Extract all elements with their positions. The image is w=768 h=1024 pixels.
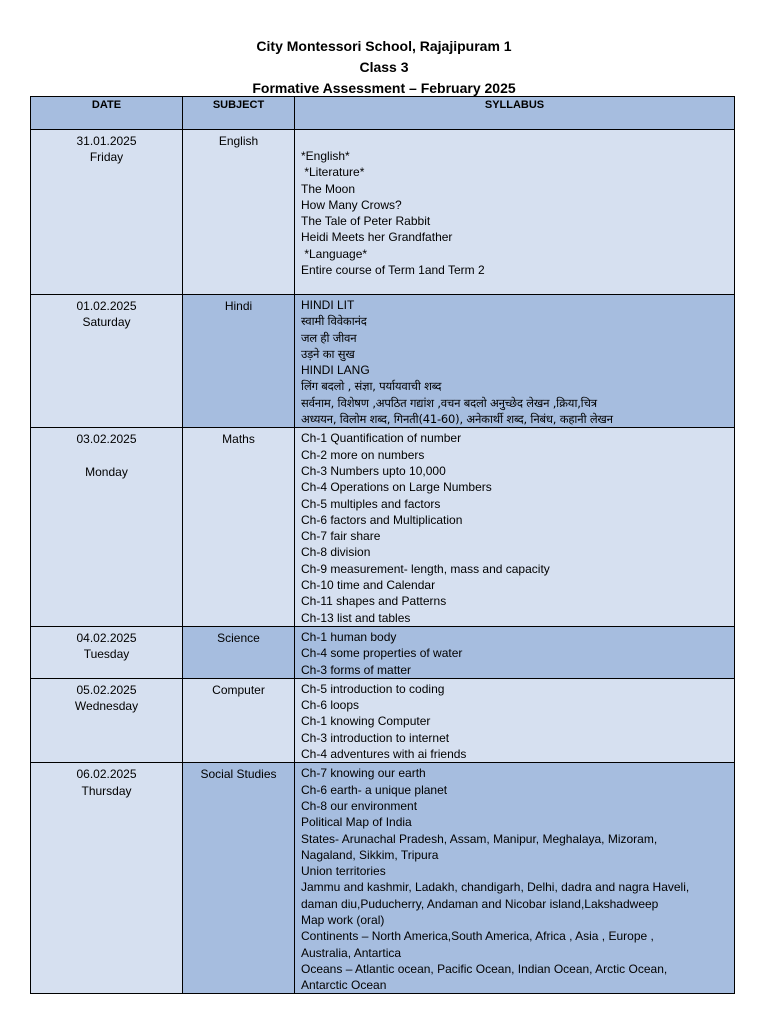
syllabus-line: Political Map of India <box>301 815 412 830</box>
day-text: Monday <box>85 464 128 479</box>
syllabus-line: HINDI LANG <box>301 363 370 378</box>
subject-cell: English <box>183 130 295 295</box>
syllabus-line: Continents – North America,South America, Africa , Asia , Europe , <box>301 929 654 944</box>
syllabus-line: Ch-6 loops <box>301 698 360 713</box>
syllabus-line: अध्ययन, विलोम शब्द, गिनती(41-60), अनेकार्थी शब्द, निबंध, कहानी लेखन <box>301 412 613 427</box>
syllabus-line: Ch-7 knowing our earth <box>301 766 426 781</box>
document-header <box>0 36 768 99</box>
syllabus-line: सर्वनाम, विशेषण ,अपठित गद्यांश ,वचन बदलो अनुच्छेद लेखन ,क्रिया,चित्र <box>301 395 597 410</box>
table-row <box>31 295 735 428</box>
syllabus-line: लिंग बदलो , संज्ञा, पर्यायवाची शब्द <box>301 379 442 394</box>
syllabus-line: The Moon <box>301 181 356 196</box>
syllabus-line: Ch-4 adventures with ai friends <box>301 747 467 762</box>
date-cell <box>31 295 183 428</box>
table-row <box>31 130 735 295</box>
date-text: 06.02.2025 <box>76 767 137 782</box>
syllabus-cell <box>295 626 735 678</box>
syllabus-line: States- Arunachal Pradesh, Assam, Manipur, Meghalaya, Mizoram, <box>301 831 658 846</box>
column-header-subject: SUBJECT <box>183 97 295 130</box>
day-text: Thursday <box>81 783 132 798</box>
syllabus-line: Entire course of Term 1and Term 2 <box>301 263 485 278</box>
date-cell <box>31 130 183 295</box>
syllabus-line: Antarctic Ocean <box>301 978 387 993</box>
syllabus-line: Oceans – Atlantic ocean, Pacific Ocean, Indian Ocean, Arctic Ocean, <box>301 961 668 976</box>
syllabus-line: The Tale of Peter Rabbit <box>301 214 431 229</box>
syllabus-line: स्वामी विवेकानंद <box>301 314 367 329</box>
table-row <box>31 678 735 762</box>
syllabus-line: Ch-11 shapes and Patterns <box>301 594 447 609</box>
subject-cell: Social Studies <box>183 763 295 994</box>
syllabus-line: Ch-1 Quantification of number <box>301 431 462 446</box>
date-cell <box>31 678 183 762</box>
subject-cell: Science <box>183 626 295 678</box>
assessment-title: Formative Assessment – February 2025 <box>252 80 516 96</box>
syllabus-line: Ch-10 time and Calendar <box>301 578 436 593</box>
syllabus-line: Ch-9 measurement- length, mass and capacity <box>301 561 550 576</box>
day-text: Saturday <box>82 315 131 330</box>
day-text: Wednesday <box>74 699 139 714</box>
syllabus-line: Heidi Meets her Grandfather <box>301 230 453 245</box>
syllabus-cell <box>295 428 735 627</box>
syllabus-line: Ch-7 fair share <box>301 529 381 544</box>
school-name: City Montessori School, Rajajipuram 1 <box>256 38 512 54</box>
syllabus-line: Ch-5 multiples and factors <box>301 496 441 511</box>
syllabus-line: Nagaland, Sikkim, Tripura <box>301 847 439 862</box>
syllabus-cell <box>295 678 735 762</box>
syllabus-line: Ch-4 Operations on Large Numbers <box>301 480 492 495</box>
syllabus-line: Ch-8 division <box>301 545 371 560</box>
table-row <box>31 763 735 994</box>
date-text: 04.02.2025 <box>76 630 137 645</box>
syllabus-line: *English* <box>301 149 350 163</box>
syllabus-line: Ch-6 earth- a unique planet <box>301 782 448 797</box>
syllabus-line: Ch-3 Numbers upto 10,000 <box>301 463 446 478</box>
syllabus-line: Ch-4 some properties of water <box>301 646 463 661</box>
day-text: Friday <box>89 150 124 165</box>
syllabus-line: Ch-6 factors and Multiplication <box>301 512 463 527</box>
syllabus-line: daman diu,Puducherry, Andaman and Nicobar island,Lakshadweep <box>301 896 659 911</box>
syllabus-line: Union territories <box>301 864 386 879</box>
table-header-row <box>31 97 735 130</box>
subject-cell: Computer <box>183 678 295 762</box>
syllabus-line: उड़ने का सुख <box>301 346 355 361</box>
syllabus-line: Ch-3 forms of matter <box>301 662 412 677</box>
syllabus-line: Map work (oral) <box>301 912 385 927</box>
date-text: 03.02.2025 <box>76 432 137 447</box>
syllabus-cell <box>295 130 735 295</box>
day-text: Tuesday <box>83 647 130 662</box>
date-text: 05.02.2025 <box>76 682 137 697</box>
syllabus-line: How Many Crows? <box>301 197 402 212</box>
subject-cell: Maths <box>183 428 295 627</box>
column-header-syllabus: SYLLABUS <box>295 97 735 130</box>
table-row <box>31 626 735 678</box>
subject-cell: Hindi <box>183 295 295 428</box>
syllabus-line: HINDI LIT <box>301 298 355 312</box>
syllabus-cell <box>295 295 735 428</box>
syllabus-line: *Language* <box>301 246 368 261</box>
syllabus-cell <box>295 763 735 994</box>
syllabus-line: Ch-3 introduction to internet <box>301 730 450 745</box>
syllabus-line: Australia, Antartica <box>301 945 402 960</box>
date-text: 01.02.2025 <box>76 299 137 313</box>
syllabus-line: Jammu and kashmir, Ladakh, chandigarh, Delhi, dadra and nagra Haveli, <box>301 880 690 895</box>
syllabus-line: Ch-5 introduction to coding <box>301 681 445 696</box>
class-name: Class 3 <box>359 59 409 75</box>
column-header-date: DATE <box>31 97 183 130</box>
syllabus-line: *Literature* <box>301 165 365 180</box>
syllabus-table <box>30 96 735 994</box>
date-cell <box>31 763 183 994</box>
date-cell <box>31 626 183 678</box>
syllabus-line: Ch-1 human body <box>301 629 397 644</box>
table-row <box>31 428 735 627</box>
syllabus-line: Ch-8 our environment <box>301 798 418 813</box>
syllabus-line: Ch-2 more on numbers <box>301 447 425 462</box>
date-cell <box>31 428 183 627</box>
syllabus-line: Ch-13 list and tables <box>301 610 411 625</box>
syllabus-line: Ch-1 knowing Computer <box>301 714 431 729</box>
syllabus-line: जल ही जीवन <box>301 330 357 345</box>
date-text: 31.01.2025 <box>76 134 137 148</box>
